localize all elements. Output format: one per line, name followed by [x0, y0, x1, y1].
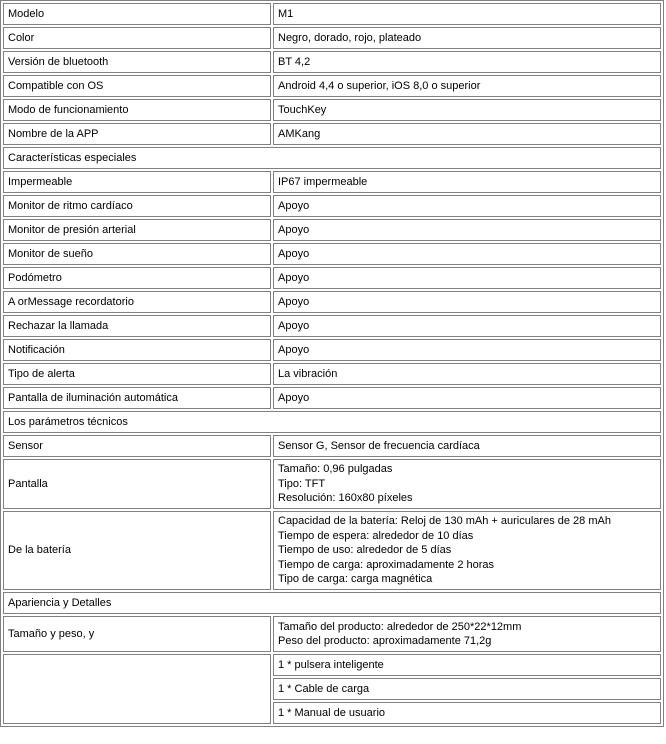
spec-line: Tiempo de uso: alrededor de 5 días	[278, 544, 452, 557]
spec-key: De la batería	[3, 511, 271, 590]
spec-value: Apoyo	[273, 243, 661, 265]
table-row	[3, 51, 661, 73]
section-title: Los parámetros técnicos	[3, 411, 661, 433]
spec-value: Negro, dorado, rojo, plateado	[273, 27, 661, 49]
spec-key: Color	[3, 27, 271, 49]
spec-key: Tipo de alerta	[3, 363, 271, 385]
spec-key: Impermeable	[3, 171, 271, 193]
table-row	[3, 654, 661, 676]
package-item: 1 * pulsera inteligente	[273, 654, 661, 676]
spec-value: Apoyo	[273, 267, 661, 289]
table-row	[3, 99, 661, 121]
spec-key: Modelo	[3, 3, 271, 25]
spec-line: Tipo: TFT	[278, 477, 326, 490]
spec-value: Apoyo	[273, 291, 661, 313]
section-row	[3, 592, 661, 614]
spec-line: Peso del producto: aproximadamente 71,2g	[278, 635, 492, 647]
spec-table-body	[3, 3, 661, 724]
table-row	[3, 243, 661, 265]
spec-value: M1	[273, 3, 661, 25]
table-row	[3, 291, 661, 313]
spec-line: Tiempo de espera: alrededor de 10 días	[278, 529, 474, 542]
spec-value: La vibración	[273, 363, 661, 385]
table-row	[3, 459, 661, 509]
spec-key: Sensor	[3, 435, 271, 457]
spec-value: Android 4,4 o superior, iOS 8,0 o superior	[273, 75, 661, 97]
spec-key: Tamaño y peso, y	[3, 616, 271, 652]
section-title: Apariencia y Detalles	[3, 592, 661, 614]
spec-key: Compatible con OS	[3, 75, 271, 97]
table-row	[3, 75, 661, 97]
spec-line: Tiempo de carga: aproximadamente 2 horas	[278, 558, 495, 571]
spec-line: Tamaño: 0,96 pulgadas	[278, 463, 393, 476]
spec-value	[273, 511, 661, 590]
spec-value: IP67 impermeable	[273, 171, 661, 193]
spec-line: Tipo de carga: carga magnética	[278, 573, 433, 586]
spec-key: Monitor de presión arterial	[3, 219, 271, 241]
spec-value: Apoyo	[273, 387, 661, 409]
table-row	[3, 339, 661, 361]
spec-key	[3, 654, 271, 724]
table-row	[3, 616, 661, 652]
table-row	[3, 3, 661, 25]
spec-key: Versión de bluetooth	[3, 51, 271, 73]
spec-key: Podómetro	[3, 267, 271, 289]
spec-value: AMKang	[273, 123, 661, 145]
spec-value: Apoyo	[273, 219, 661, 241]
spec-key: Pantalla de iluminación automática	[3, 387, 271, 409]
table-row	[3, 315, 661, 337]
section-row	[3, 147, 661, 169]
spec-key: Notificación	[3, 339, 271, 361]
table-row	[3, 363, 661, 385]
spec-value: Apoyo	[273, 195, 661, 217]
table-row	[3, 27, 661, 49]
spec-line: Tamaño del producto: alrededor de 250*22*12mm	[278, 620, 522, 633]
spec-key: Nombre de la APP	[3, 123, 271, 145]
table-row	[3, 171, 661, 193]
spec-value: Apoyo	[273, 315, 661, 337]
spec-key: Monitor de ritmo cardíaco	[3, 195, 271, 217]
package-item: 1 * Cable de carga	[273, 678, 661, 700]
table-row	[3, 123, 661, 145]
spec-key: Modo de funcionamiento	[3, 99, 271, 121]
table-row	[3, 195, 661, 217]
table-row	[3, 267, 661, 289]
spec-value: Apoyo	[273, 339, 661, 361]
spec-value: Sensor G, Sensor de frecuencia cardíaca	[273, 435, 661, 457]
spec-value	[273, 459, 661, 509]
spec-key: Pantalla	[3, 459, 271, 509]
package-item: 1 * Manual de usuario	[273, 702, 661, 724]
spec-key: Monitor de sueño	[3, 243, 271, 265]
section-row	[3, 411, 661, 433]
spec-key: Rechazar la llamada	[3, 315, 271, 337]
spec-value: BT 4,2	[273, 51, 661, 73]
spec-key: A orMessage recordatorio	[3, 291, 271, 313]
section-title: Características especiales	[3, 147, 661, 169]
spec-line: Capacidad de la batería: Reloj de 130 mAh + auriculares de 28 mAh	[278, 515, 611, 528]
spec-value	[273, 616, 661, 652]
spec-line: Resolución: 160x80 píxeles	[278, 492, 413, 505]
table-row	[3, 435, 661, 457]
table-row	[3, 219, 661, 241]
table-row	[3, 511, 661, 590]
spec-value: TouchKey	[273, 99, 661, 121]
table-row	[3, 387, 661, 409]
